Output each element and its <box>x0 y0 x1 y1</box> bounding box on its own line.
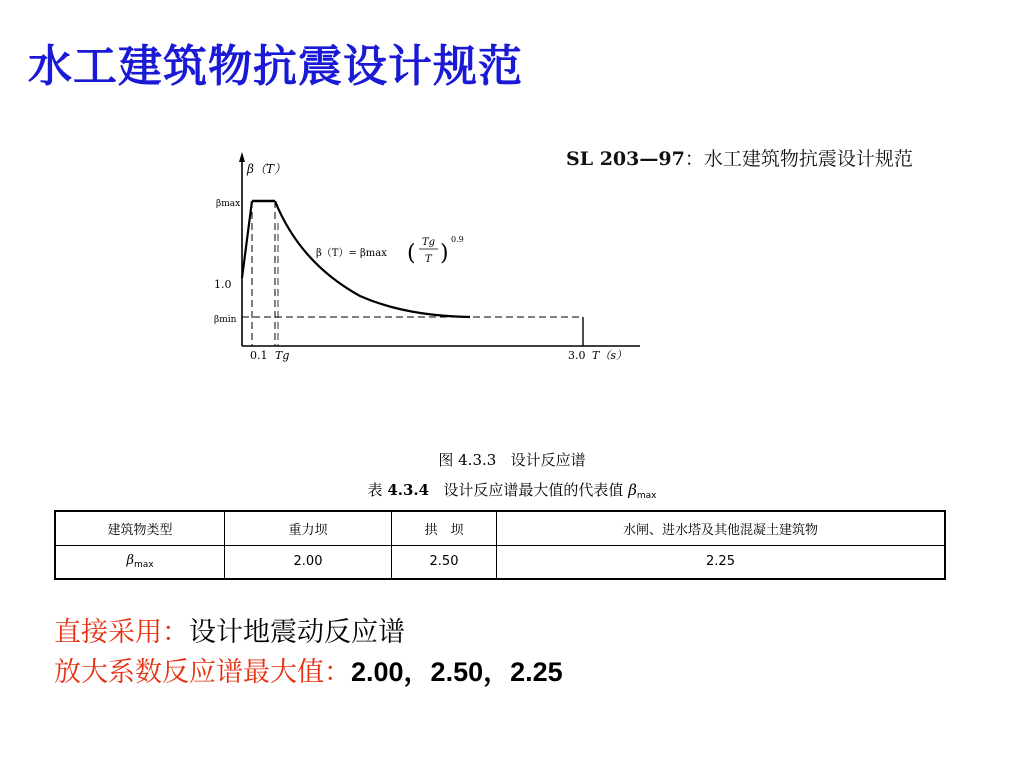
standard-separator: ： <box>684 148 704 170</box>
design-response-spectrum-chart <box>200 148 650 378</box>
one-label: 1.0 <box>214 278 232 291</box>
table-caption <box>0 479 1024 501</box>
table-caption-symbol: β <box>628 481 637 499</box>
x-tick-30: 3.0 <box>568 349 586 362</box>
row-label-symbol: β <box>126 553 134 569</box>
beta-max-label: βmax <box>216 199 241 209</box>
spectrum-formula <box>316 235 464 266</box>
note-line-1 <box>54 610 405 649</box>
figure-caption-prefix: 图 <box>438 451 454 469</box>
spectrum-rising-segment <box>242 201 252 278</box>
figure-caption <box>0 449 1024 470</box>
note1-label: 直接采用： <box>54 617 189 648</box>
table-caption-text: 设计反应谱最大值的代表值 <box>443 481 624 499</box>
table-caption-symbol-sub: max <box>636 491 657 501</box>
x-tick-tg: Tg <box>275 349 290 362</box>
table-caption-prefix: 表 <box>367 481 383 499</box>
slide-title: 水工建筑物抗震设计规范 <box>28 41 523 92</box>
x-axis-label: T（s） <box>592 349 627 362</box>
formula-numerator: Tg <box>422 237 436 248</box>
standard-name: 水工建筑物抗震设计规范 <box>703 148 913 170</box>
header-building-type: 建筑物类型 <box>55 511 225 545</box>
note2-label: 放大系数反应谱最大值： <box>54 657 351 688</box>
row-label-beta-max <box>55 545 225 579</box>
note-line-2 <box>54 650 563 689</box>
table-value-row <box>55 545 945 579</box>
header-gravity-dam: 重力坝 <box>225 511 392 545</box>
value-other-structures: 2.25 <box>497 545 946 579</box>
header-arch-dam: 拱 坝 <box>392 511 497 545</box>
header-other-structures: 水闸、进水塔及其他混凝土建筑物 <box>497 511 946 545</box>
y-axis-label: β（T） <box>247 162 286 176</box>
row-label-sub: max <box>133 560 154 571</box>
x-tick-01: 0.1 <box>250 349 268 362</box>
formula-close-paren: ) <box>440 241 449 266</box>
value-gravity-dam: 2.00 <box>225 545 392 579</box>
y-axis-arrow <box>239 152 245 162</box>
formula-left: β（T）= βmax <box>316 248 387 259</box>
table-caption-number: 4.3.4 <box>387 481 430 499</box>
beta-max-table <box>54 510 946 580</box>
note2-values: 2.00，2.50，2.25 <box>351 657 563 687</box>
beta-min-label: βmin <box>214 315 237 325</box>
figure-caption-text: 设计反应谱 <box>510 451 586 469</box>
formula-open-paren: ( <box>407 241 416 266</box>
table-header-row <box>55 511 945 545</box>
formula-exponent: 0.9 <box>451 235 464 244</box>
figure-caption-number: 4.3.3 <box>458 451 497 469</box>
note1-text: 设计地震动反应谱 <box>189 617 405 648</box>
standard-code: SL 203—97 <box>566 148 685 170</box>
value-arch-dam: 2.50 <box>392 545 497 579</box>
formula-denominator: T <box>425 254 432 265</box>
